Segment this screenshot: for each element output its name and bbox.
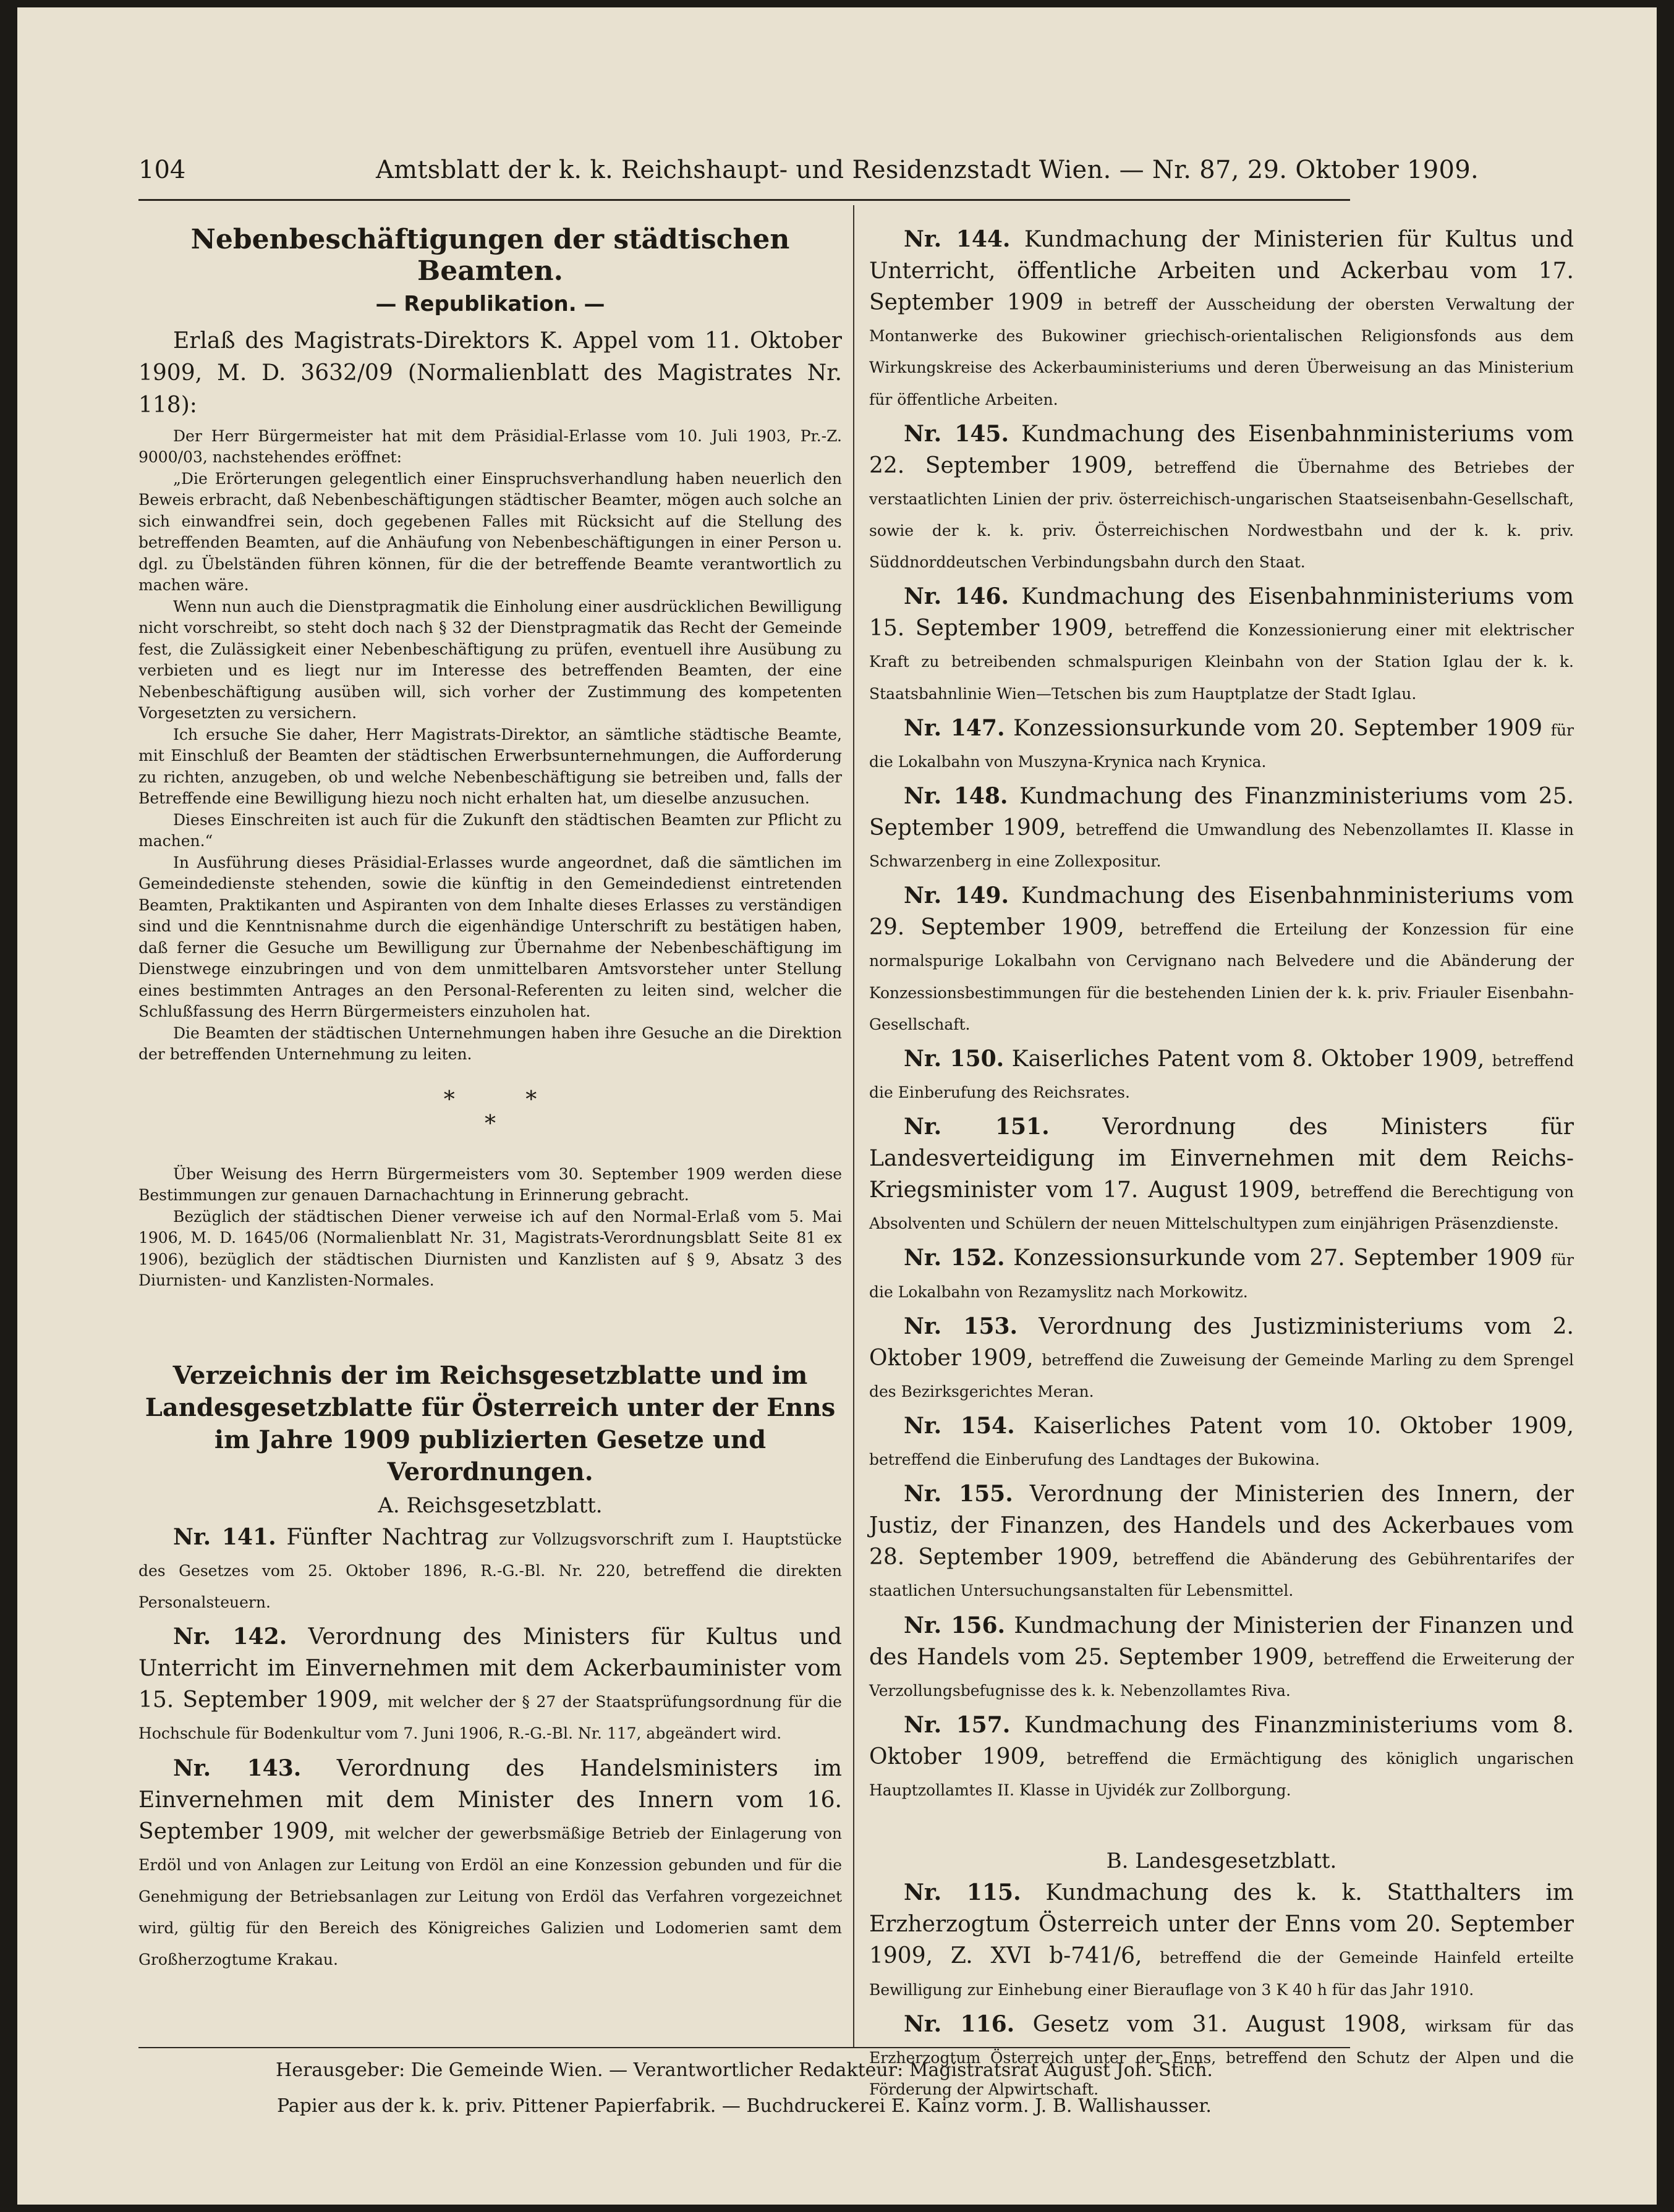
footer-publisher: Herausgeber: Die Gemeinde Wien. — Verantwortlicher Redakteur: Magistratsrat August Joh. Stich. (276, 2059, 1213, 2081)
entry-number: Nr. 116. (904, 2011, 1015, 2037)
law-entry (869, 1410, 1574, 1473)
law-entry (869, 581, 1574, 707)
entry-head: Verordnung der Ministerien des Innern, der Justiz, der Finanzen, des Handels und des Ackerbaues vom 28. September 1909, (869, 1481, 1574, 1570)
entry-detail: zur Vollzugsvorschrift zum I. Hauptstücke des Gesetzes vom 25. Oktober 1896, R.-G.-Bl. Nr. 220, betreffend die direkten Personalsteuern. (138, 1530, 842, 1611)
right-column (869, 224, 1574, 2108)
entry-head: Kundmachung des Eisenbahnministeriums vom 22. September 1909, (869, 421, 1574, 478)
footer-printer: Papier aus der k. k. priv. Pittener Papierfabrik. — Buchdruckerei E. Kainz vorm. J. B. Wallishausser. (277, 2095, 1212, 2117)
paragraph: Ich ersuche Sie daher, Herr Magistrats-Direktor, an sämtliche städtische Beamte, mit Einschluß der Beamten der städtischen Erwerbsunternehmungen, die Aufforderung zu richten, anzugeben, ob und welche Nebenbeschäftigung sie betreiben und, falls der Betreffende eine Bewilligung hiezu noch nicht erhalten hat, um dieselbe anzusuchen. (138, 725, 842, 808)
entry-detail: mit welcher der gewerbsmäßige Betrieb der Einlagerung von Erdöl und von Anlagen zur Leitung von Erdöl an eine Konzession gebunden und für die Genehmigung der Betriebsanlagen zur Leitung von Erdöl das Verfahren vorgezeichnet wird, gültig für den Bereich des Königreiches Galizien und Lodomerien samt dem Großherzogtume Krakau. (138, 1824, 843, 1969)
entry-head: Verordnung des Ministers für Landesverteidigung im Einvernehmen mit dem Reichs-Kriegsminister vom 17. August 1909, (869, 1114, 1574, 1203)
law-entry (138, 1753, 842, 1974)
paragraph: Die Beamten der städtischen Unternehmungen haben ihre Gesuche an die Direktion der betreffenden Unternehmung zu leiten. (138, 1023, 842, 1064)
header-rule (138, 199, 1350, 201)
register-title: Verzeichnis der im Reichsgesetzblatte und im Landesgesetzblatte für Österreich unter der Enns im Jahre 1909 publizierten Gesetze und Verordnungen. (145, 1360, 836, 1486)
entry-detail: mit welcher der § 27 der Staatsprüfungsordnung für die Hochschule für Bodenkultur vom 7. Juni 1906, R.-G.-Bl. Nr. 117, abgeändert wird. (138, 1693, 842, 1743)
entry-number: Nr. 143. (173, 1755, 302, 1781)
entry-detail: betreffend die Konzessionierung einer mit elektrischer Kraft zu betreibenden schmalspurigen Kleinbahn von der Station Iglau der k. k. Staatsbahnlinie Wien—Tetschen bis zum Hauptplatze der Stadt Iglau. (869, 621, 1574, 703)
law-entry (869, 880, 1574, 1038)
entry-detail: betreffend die der Gemeinde Hainfeld erteilte Bewilligung zur Einhebung einer Bierauflage von 3 K 40 h für das Jahr 1910. (869, 1949, 1574, 1999)
entry-number: Nr. 146. (904, 583, 1009, 610)
entry-number: Nr. 155. (904, 1481, 1013, 1507)
entry-head: Kundmachung des Finanzministeriums vom 8. Oktober 1909, (869, 1712, 1574, 1770)
entry-number: Nr. 148. (904, 782, 1008, 809)
footer-rule (138, 2047, 1350, 2048)
entry-number: Nr. 150. (904, 1045, 1005, 1072)
left-column (138, 224, 842, 1978)
entry-number: Nr. 141. (173, 1523, 276, 1550)
section-b-heading: B. Landesgesetzblatt. (1106, 1849, 1337, 1874)
entry-number: Nr. 145. (904, 420, 1009, 447)
stars-top: * * (443, 1087, 537, 1112)
entry-detail: betreffend die Umwandlung des Nebenzollamtes II. Klasse in Schwarzenberg in eine Zollexpositur. (869, 820, 1574, 871)
entry-detail: betreffend die Berechtigung von Absolventen und Schülern der neuen Mittelschultypen zum einjährigen Präsenzdienste. (869, 1183, 1574, 1233)
entry-number: Nr. 152. (904, 1245, 1005, 1271)
law-entry (869, 781, 1574, 875)
paragraph: Der Herr Bürgermeister hat mit dem Präsidial-Erlasse vom 10. Juli 1903, Pr.-Z. 9000/03, nachstehendes eröffnet: (138, 426, 842, 467)
law-entry (869, 1043, 1574, 1106)
entry-head: Kundmachung des Eisenbahnministeriums vom 15. September 1909, (869, 584, 1574, 642)
law-entry (869, 1111, 1574, 1237)
law-entry (869, 224, 1574, 413)
entry-number: Nr. 156. (904, 1612, 1006, 1638)
entry-number: Nr. 115. (904, 1879, 1021, 1906)
entry-head: Gesetz vom 31. August 1908, (1032, 2011, 1407, 2037)
entry-detail: betreffend die Ermächtigung des königlich ungarischen Hauptzollamtes II. Klasse in Ujvidék zur Zollborgung. (869, 1750, 1574, 1800)
entry-head: Konzessionsurkunde vom 20. September 1909 (1013, 715, 1543, 741)
law-entry (869, 1610, 1574, 1705)
page-number: 104 (138, 156, 186, 184)
entry-detail: betreffend die Einberufung des Reichsrates. (869, 1051, 1574, 1101)
entry-head: Verordnung des Ministers für Kultus und Unterricht im Einvernehmen mit dem Ackerbauminister vom 15. September 1909, (138, 1624, 842, 1713)
law-entry (138, 1522, 842, 1616)
column-divider (853, 205, 854, 2047)
entry-number: Nr. 153. (904, 1313, 1018, 1339)
stars-bottom: * (485, 1111, 496, 1137)
law-entry (869, 1877, 1574, 2003)
separator-stars (138, 1088, 842, 1137)
paragraph: „Die Erörterungen gelegentlich einer Einspruchsverhandlung haben neuerlich den Beweis erbracht, daß Nebenbeschäftigungen städtischer Beamter, mögen auch solche an sich einwandfrei sein, doch gegebenen Falles mit Rücksicht auf die Stellung des betreffenden Beamten, auf die Anhäufung von Nebenbeschäftigungen in einer Person u. dgl. zu Übelständen führen können, für die der betreffende Beamte verantwortlich zu machen wäre. (138, 469, 842, 595)
running-title: Amtsblatt der k. k. Reichshaupt- und Residenzstadt Wien. — Nr. 87, 29. Oktober 1909. (376, 156, 1479, 184)
section-a-heading: A. Reichsgesetzblatt. (378, 1493, 603, 1518)
entry-head: Kundmachung des k. k. Statthalters im Erzherzogtum Österreich unter der Enns vom 20. September 1909, Z. XVI b-741/6, (869, 1880, 1574, 1969)
entry-number: Nr. 151. (904, 1113, 1050, 1140)
law-entry (869, 1242, 1574, 1305)
paragraph: Dieses Einschreiten ist auch für die Zukunft den städtischen Beamten zur Pflicht zu machen.“ (138, 810, 842, 850)
entry-detail: wirksam für das Erzherzogtum Österreich unter der Enns, betreffend den Schutz der Alpen und die Förderung der Alpwirtschaft. (869, 2017, 1574, 2098)
law-entry (869, 2009, 1574, 2103)
entry-detail: in betreff der Ausscheidung der obersten Verwaltung der Montanwerke des Bukowiner griechisch-orientalischen Religionsfonds aus dem Wirkungskreise des Ackerbauministeriums und deren Überweisung an das Ministerium für öffentliche Arbeiten. (869, 295, 1574, 409)
entry-detail: betreffend die Erweiterung der Verzollungsbefugnisse des k. k. Nebenzollamtes Riva. (869, 1650, 1574, 1700)
entry-detail: für die Lokalbahn von Rezamyslitz nach Morkowitz. (869, 1251, 1574, 1301)
entry-number: Nr. 147. (904, 714, 1005, 741)
entry-head: Verordnung des Justizministeriums vom 2. Oktober 1909, (869, 1313, 1574, 1371)
entry-number: Nr. 154. (904, 1412, 1015, 1439)
entry-head: Kundmachung der Ministerien der Finanzen und des Handels vom 25. September 1909, (869, 1612, 1574, 1670)
entry-head: Kaiserliches Patent vom 8. Oktober 1909, (1011, 1046, 1485, 1072)
law-entry (869, 713, 1574, 776)
law-entry (869, 1478, 1574, 1604)
law-entry (869, 1710, 1574, 1804)
article-title: Nebenbeschäftigungen der städtischen Beamten. (190, 224, 790, 287)
entry-detail: betreffend die Übernahme des Betriebes der verstaatlichten Linien der priv. österreichisch-ungarischen Staatseisenbahn-Gesellschaft, sowie der k. k. priv. Österreichischen Nordwestbahn und der k. k. priv. Süddnorddeutschen Verbindungsbahn durch den Staat. (869, 458, 1574, 572)
paragraph: Bezüglich der städtischen Diener verweise ich auf den Normal-Erlaß vom 5. Mai 1906, M. D. 1645/06 (Normalienblatt Nr. 31, Magistrats-Verordnungsblatt Seite 81 ex 1906), bezüglich der städtischen Diurnisten und Kanzlisten auf § 9, Absatz 3 des Diurnisten- und Kanzlisten-Normales. (138, 1207, 842, 1290)
paragraph: Über Weisung des Herrn Bürgermeisters vom 30. September 1909 werden diese Bestimmungen zur genauen Darnachachtung in Erinnerung gebracht. (138, 1164, 842, 1205)
entry-number: Nr. 149. (904, 883, 1009, 909)
law-entry (869, 1311, 1574, 1405)
page-header (138, 156, 1479, 193)
entry-number: Nr. 142. (173, 1624, 287, 1650)
entry-head: Kundmachung des Finanzministeriums vom 25. September 1909, (869, 783, 1574, 841)
law-entry (138, 1621, 842, 1747)
entry-head: Verordnung des Handelsministers im Einvernehmen mit dem Minister des Innern vom 16. September 1909, (138, 1755, 842, 1844)
entry-detail: betreffend die Einberufung des Landtages der Bukowina. (869, 1451, 1320, 1469)
paragraph: Wenn nun auch die Dienstpragmatik die Einholung einer ausdrücklichen Bewilligung nicht vorschreibt, so steht doch nach § 32 der Dienstpragmatik das Recht der Gemeinde fest, die Zulässigkeit einer Nebenbeschäftigung zu prüfen, eventuell ihre Ausübung zu verbieten und es liegt nur im Interesse des betreffenden Beamten, der eine Nebenbeschäftigung ausüben will, sich vorher der Zustimmung des kompetenten Vorgesetzten zu versichern. (138, 597, 842, 723)
entry-head: Kaiserliches Patent vom 10. Oktober 1909, (1033, 1413, 1574, 1439)
law-entry (869, 418, 1574, 577)
newspaper-page (17, 7, 1657, 2205)
entry-head: Fünfter Nachtrag (286, 1524, 489, 1550)
article-lead: Erlaß des Magistrats-Direktors K. Appel vom 11. Oktober 1909, M. D. 3632/09 (Normalienblatt des Magistrates Nr. 118): (138, 328, 842, 418)
paragraph: In Ausführung dieses Präsidial-Erlasses wurde angeordnet, daß die sämtlichen im Gemeindedienste stehenden, sowie die künftig in den Gemeindedienst eintretenden Beamten, Praktikanten und Aspiranten von dem Inhalte dieses Erlasses zu verständigen sind und die Kenntnisnahme durch die eigenhändige Unterschrift zu bestätigen haben, daß ferner die Gesuche um Bewilligung zur Übernahme der Nebenbeschäftigung im Dienstwege einzubringen und von dem unmittelbaren Amtsvorsteher unter Stellung eines bestimmten Antrages an den Personal-Referenten zu leiten sind, welcher die Schlußfassung des Herrn Bürgermeisters einzuholen hat. (138, 853, 842, 1021)
entry-detail: betreffend die Erteilung der Konzession für eine normalspurige Lokalbahn von Cervignano nach Belvedere und die Abänderung der Konzessionsbestimmungen für die bestehenden Linien der k. k. priv. Friauler Eisenbahn-Gesellschaft. (869, 920, 1574, 1033)
entry-head: Kundmachung der Ministerien für Kultus und Unterricht, öffentliche Arbeiten und Ackerbau vom 17. September 1909 (869, 227, 1574, 316)
entry-head: Kundmachung des Eisenbahnministeriums vom 29. September 1909, (869, 883, 1574, 941)
entry-detail: für die Lokalbahn von Muszyna-Krynica nach Krynica. (869, 721, 1574, 771)
entry-detail: betreffend die Abänderung des Gebührentarifes der staatlichen Untersuchungsanstalten für Lebensmittel. (869, 1550, 1574, 1600)
article-subtitle: — Republikation. — (375, 292, 605, 316)
entry-number: Nr. 144. (904, 226, 1011, 252)
entry-detail: betreffend die Zuweisung der Gemeinde Marling zu dem Sprengel des Bezirksgerichtes Meran. (869, 1350, 1574, 1401)
entry-head: Konzessionsurkunde vom 27. September 1909 (1013, 1245, 1543, 1271)
entry-number: Nr. 157. (904, 1711, 1011, 1738)
